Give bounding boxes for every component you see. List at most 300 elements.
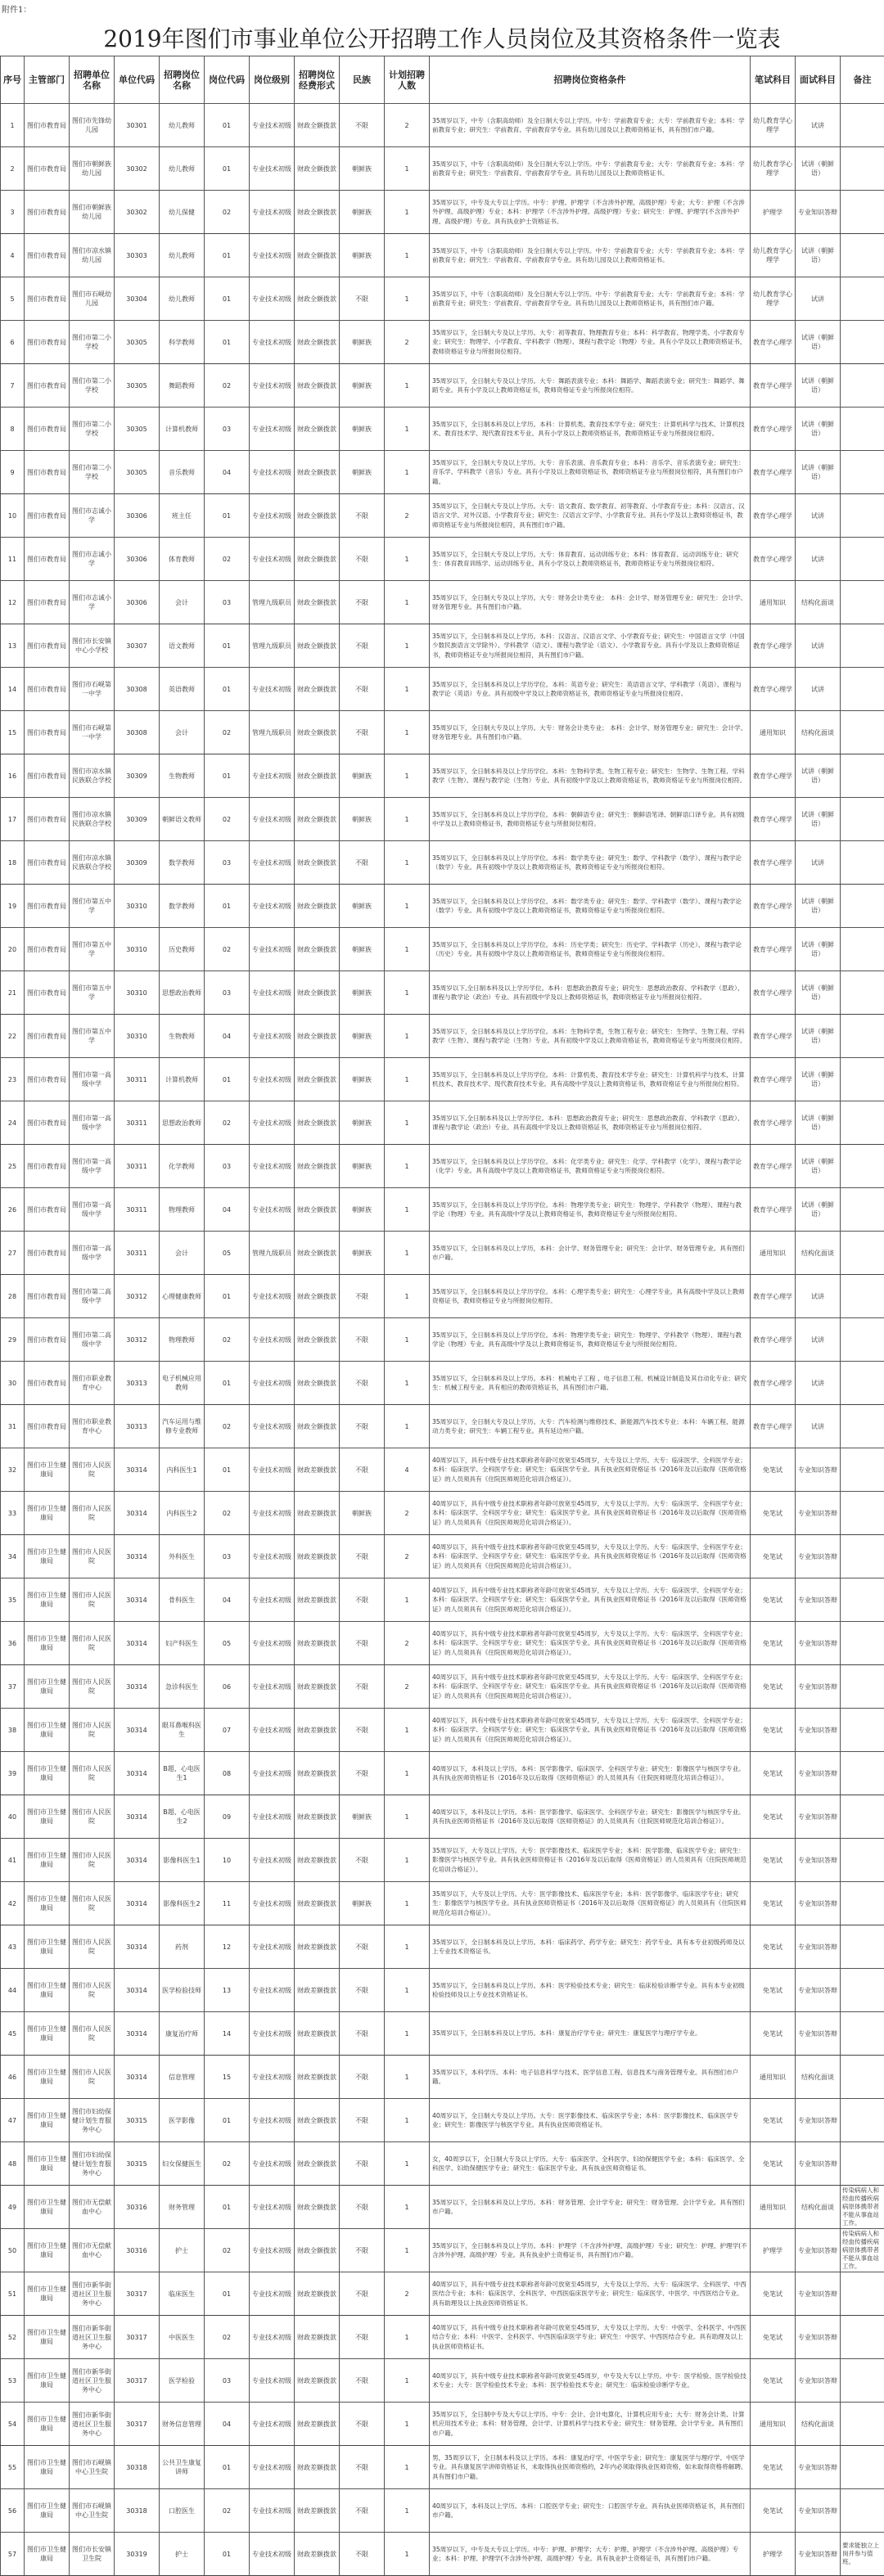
written-cell: 免笔试 [751, 2012, 796, 2056]
unit-cell: 图们市人民医院 [70, 1665, 115, 1709]
conditions-cell: 35周岁以下，全日制本科及以上学历，本科：会计学、财务管理专业；研究生：会计学、财务管理专业。具有图们市户籍。 [430, 1232, 751, 1275]
unit-cell: 图们市职业教育中心 [70, 1362, 115, 1405]
conditions-cell: 35周岁以下，全日制大专及以上学历。大专：音乐表演、音乐教育专业；本科：音乐学、音乐表演专业；研究生：音乐学、学科教学（音乐）专业。具有小学及以上教师资格证书，教师资格证专业与所报岗位相符，具有图们市户籍。 [430, 451, 751, 494]
written-cell: 教育学心理学 [751, 841, 796, 885]
level-cell: 专业技术初级 [250, 1275, 295, 1318]
dept-cell: 图们市教育局 [25, 971, 70, 1015]
dept-cell: 图们市教育局 [25, 928, 70, 971]
fund-cell: 财政全额拨款 [295, 1318, 340, 1362]
remark-cell [841, 2316, 884, 2359]
post-cell: 医学检验技师 [160, 1969, 205, 2012]
count-cell: 1 [385, 147, 430, 191]
row-number: 32 [1, 1448, 25, 1492]
remark-cell [841, 277, 884, 321]
unit-code-cell: 30314 [115, 1752, 160, 1795]
table-row [1, 754, 884, 798]
remark-cell [841, 1535, 884, 1578]
remark-cell [841, 1795, 884, 1839]
row-number: 1 [1, 104, 25, 147]
ethnic-cell: 朝鲜族 [340, 1232, 385, 1275]
post-code-cell: 02 [205, 364, 250, 408]
ethnic-cell: 不限 [340, 1362, 385, 1405]
count-cell: 1 [385, 1925, 430, 1969]
unit-cell: 图们市第二小学校 [70, 364, 115, 408]
interview-cell: 专业知识答辩 [796, 1752, 841, 1795]
table-row [1, 841, 884, 885]
conditions-cell: 35周岁以下，全日制本科及以上学历学位。本科：朝鲜语专业；研究生：朝鲜语笔译、朝鲜语口译专业。具有初级中学及以上教师资格证书，教师资格证专业与所报岗位相符。 [430, 798, 751, 841]
interview-cell: 专业知识答辩 [796, 1882, 841, 1925]
post-code-cell: 01 [205, 2099, 250, 2142]
unit-code-cell: 30312 [115, 1275, 160, 1318]
level-cell: 专业技术初级 [250, 1058, 295, 1101]
post-cell: 护士 [160, 2229, 205, 2272]
conditions-cell: 35周岁以下，全日制本科及以上学历。本科：机械电子工程 、电子信息工程、机械设计制造及其自动化专业；研究生：机械工程专业。具有相应的教师资格证书，具有图们市户籍。 [430, 1362, 751, 1405]
ethnic-cell: 朝鲜族 [340, 754, 385, 798]
unit-code-cell: 30317 [115, 2272, 160, 2316]
post-code-cell: 03 [205, 408, 250, 451]
dept-cell: 图们市卫生健康局 [25, 1969, 70, 2012]
remark-cell [841, 624, 884, 668]
interview-cell: 试讲（朝鲜语） [796, 451, 841, 494]
ethnic-cell: 朝鲜族 [340, 798, 385, 841]
count-cell: 1 [385, 2359, 430, 2403]
fund-cell: 财政差额拨款 [295, 1535, 340, 1578]
conditions-cell: 35周岁以下,全日制本科及以上学历学位。本科：思想政治教育专业；研究生：思想政治教育、学科教学（思政）、课程与教学论（政治）专业。具有初级中学及以上教师资格证书，教师资格证专业与所报岗位相符。 [430, 971, 751, 1015]
interview-cell: 试讲 [796, 1405, 841, 1448]
conditions-cell: 40周岁以下，具有中级专业技术职称者年龄可放宽至45周岁，大专及以上学历。大专：临床医学、全科医学专业；本科：临床医学、全科医学专业；研究生：临床医学专业。具有执业医师资格证书（2016年及以后取得《医师资格证》的人员须具有《住院医师规范化培训合格证》）。 [430, 1578, 751, 1622]
remark-cell [841, 1405, 884, 1448]
row-number: 44 [1, 1969, 25, 2012]
written-cell: 免笔试 [751, 1622, 796, 1665]
unit-code-cell: 30318 [115, 2446, 160, 2489]
conditions-cell: 35周岁以下，全日制大专及以上学历。大专：舞蹈表演专业；本科：舞蹈学、舞蹈表演专业；研究生：舞蹈学、舞蹈专业。具有小学及以上教师资格证书，教师资格证专业与所报岗位相符。 [430, 364, 751, 408]
post-code-cell: 01 [205, 668, 250, 711]
post-cell: 护士 [160, 2533, 205, 2576]
ethnic-cell: 朝鲜族 [340, 1795, 385, 1839]
remark-cell [841, 538, 884, 581]
dept-cell: 图们市卫生健康局 [25, 2316, 70, 2359]
unit-cell: 图们市第一高级中学 [70, 1188, 115, 1232]
count-cell: 1 [385, 408, 430, 451]
unit-code-cell: 30306 [115, 581, 160, 624]
table-row [1, 624, 884, 668]
written-cell: 护理学 [751, 2229, 796, 2272]
written-cell: 教育学心理学 [751, 408, 796, 451]
ethnic-cell: 不限 [340, 2489, 385, 2533]
row-number: 23 [1, 1058, 25, 1101]
table-row [1, 451, 884, 494]
level-cell: 专业技术初级 [250, 1578, 295, 1622]
written-cell: 免笔试 [751, 1882, 796, 1925]
row-number: 31 [1, 1405, 25, 1448]
post-code-cell: 02 [205, 2229, 250, 2272]
table-row [1, 1839, 884, 1882]
row-number: 28 [1, 1275, 25, 1318]
remark-cell [841, 1492, 884, 1535]
fund-cell: 财政全额拨款 [295, 1145, 340, 1188]
post-code-cell: 01 [205, 277, 250, 321]
level-cell: 管理九级职员 [250, 624, 295, 668]
dept-cell: 图们市教育局 [25, 364, 70, 408]
written-cell: 免笔试 [751, 1925, 796, 1969]
unit-cell: 图们市石岘幼儿园 [70, 277, 115, 321]
count-cell: 1 [385, 754, 430, 798]
table-row [1, 2533, 884, 2576]
interview-cell: 试讲（朝鲜语） [796, 754, 841, 798]
count-cell: 1 [385, 538, 430, 581]
ethnic-cell: 朝鲜族 [340, 885, 385, 928]
post-cell: 口腔医生 [160, 2489, 205, 2533]
ethnic-cell: 不限 [340, 2359, 385, 2403]
remark-cell [841, 147, 884, 191]
ethnic-cell: 不限 [340, 2099, 385, 2142]
unit-cell: 图们市无偿献血中心 [70, 2229, 115, 2272]
interview-cell: 试讲（朝鲜语） [796, 798, 841, 841]
annex-label: 附件1： [2, 2, 31, 15]
post-code-cell: 09 [205, 1795, 250, 1839]
written-cell: 免笔试 [751, 2142, 796, 2186]
written-cell: 免笔试 [751, 1969, 796, 2012]
unit-cell: 图们市凉水镇幼儿园 [70, 234, 115, 277]
fund-cell: 财政全额拨款 [295, 2099, 340, 2142]
unit-code-cell: 30314 [115, 1492, 160, 1535]
row-number: 14 [1, 668, 25, 711]
positions-table [0, 56, 884, 2576]
dept-cell: 图们市卫生健康局 [25, 2012, 70, 2056]
interview-cell: 专业知识答辩 [796, 2142, 841, 2186]
post-cell: 财务信息管理 [160, 2403, 205, 2446]
count-cell: 4 [385, 1448, 430, 1492]
post-code-cell: 03 [205, 1145, 250, 1188]
post-cell: 影像科医生2 [160, 1882, 205, 1925]
unit-code-cell: 30315 [115, 2099, 160, 2142]
table-row [1, 1058, 884, 1101]
dept-cell: 图们市教育局 [25, 191, 70, 234]
level-cell: 专业技术初级 [250, 234, 295, 277]
row-number: 10 [1, 494, 25, 538]
post-cell: 幼儿教师 [160, 104, 205, 147]
unit-code-cell: 30315 [115, 2142, 160, 2186]
interview-cell: 专业知识答辩 [796, 1709, 841, 1752]
remark-cell [841, 1145, 884, 1188]
count-cell: 1 [385, 624, 430, 668]
unit-code-cell: 30319 [115, 2533, 160, 2576]
post-cell: 数学教师 [160, 885, 205, 928]
dept-cell: 图们市卫生健康局 [25, 1795, 70, 1839]
written-cell: 教育学心理学 [751, 668, 796, 711]
conditions-cell: 40周岁以下，具有中级专业技术职称者年龄可放宽至45周岁，大专及以上学历。大专：临床医学、全科医学专业；本科：临床医学、全科医学专业；研究生：临床医学专业。具有执业医师资格证书（2016年及以后取得《医师资格证》的人员须具有《住院医师规范化培训合格证》）。 [430, 1492, 751, 1535]
row-number: 55 [1, 2446, 25, 2489]
interview-cell: 试讲 [796, 1318, 841, 1362]
unit-code-cell: 30314 [115, 1535, 160, 1578]
table-row [1, 1752, 884, 1795]
written-cell: 教育学心理学 [751, 538, 796, 581]
table-row [1, 2403, 884, 2446]
fund-cell: 财政全额拨款 [295, 1015, 340, 1058]
post-cell: 内科医生2 [160, 1492, 205, 1535]
table-row [1, 2316, 884, 2359]
post-code-cell: 07 [205, 1709, 250, 1752]
fund-cell: 财政全额拨款 [295, 1405, 340, 1448]
post-cell: 班主任 [160, 494, 205, 538]
unit-code-cell: 30309 [115, 798, 160, 841]
remark-cell: 传染病病人和经血传播疾病病原体携带者不能从事血站工作。 [841, 2186, 884, 2229]
level-cell: 专业技术初级 [250, 1362, 295, 1405]
fund-cell: 财政全额拨款 [295, 2142, 340, 2186]
ethnic-cell: 朝鲜族 [340, 1145, 385, 1188]
dept-cell: 图们市卫生健康局 [25, 1492, 70, 1535]
ethnic-cell: 不限 [340, 1665, 385, 1709]
fund-cell: 财政差额拨款 [295, 2272, 340, 2316]
interview-cell: 专业知识答辩 [796, 1448, 841, 1492]
post-code-cell: 03 [205, 841, 250, 885]
post-code-cell: 05 [205, 1232, 250, 1275]
header-dept: 主管部门 [25, 56, 70, 104]
row-number: 41 [1, 1839, 25, 1882]
unit-cell: 图们市凉水镇民族联合学校 [70, 754, 115, 798]
ethnic-cell: 不限 [340, 711, 385, 754]
written-cell: 免笔试 [751, 1839, 796, 1882]
fund-cell: 财政差额拨款 [295, 1969, 340, 2012]
remark-cell: 传染病病人和经血传播疾病病原体携带者不能从事血站工作。 [841, 2229, 884, 2272]
ethnic-cell: 朝鲜族 [340, 1492, 385, 1535]
level-cell: 专业技术初级 [250, 494, 295, 538]
unit-cell: 图们市志诚小学 [70, 538, 115, 581]
conditions-cell: 40周岁以下，具有中级专业技术职称者年龄可放宽至45周岁，大专及以上学历。大专：临床医学、全科医学专业；本科：临床医学、全科医学专业；研究生：临床医学专业。具有执业医师资格证书（2016年及以后取得《医师资格证》的人员须具有《住院医师规范化培训合格证》）。 [430, 1622, 751, 1665]
row-number: 56 [1, 2489, 25, 2533]
post-code-cell: 05 [205, 1622, 250, 1665]
remark-cell: 要求能独立上岗并参与值班。 [841, 2533, 884, 2576]
post-cell: 医学影像 [160, 2099, 205, 2142]
post-code-cell: 01 [205, 624, 250, 668]
unit-code-cell: 30305 [115, 451, 160, 494]
table-row [1, 711, 884, 754]
remark-cell [841, 408, 884, 451]
row-number: 49 [1, 2186, 25, 2229]
post-code-cell: 02 [205, 1492, 250, 1535]
dept-cell: 图们市教育局 [25, 624, 70, 668]
interview-cell: 专业知识答辩 [796, 2446, 841, 2489]
count-cell: 1 [385, 277, 430, 321]
written-cell: 幼儿教育学心理学 [751, 147, 796, 191]
ethnic-cell: 不限 [340, 2229, 385, 2272]
table-row [1, 2489, 884, 2533]
dept-cell: 图们市教育局 [25, 668, 70, 711]
fund-cell: 财政全额拨款 [295, 798, 340, 841]
unit-cell: 图们市人民医院 [70, 1839, 115, 1882]
written-cell: 免笔试 [751, 2446, 796, 2489]
conditions-cell: 35周岁以下，本科学历。本科：电子信息科学与技术、医学信息工程、信息技术与商务管理专业。具有图们市户籍。 [430, 2056, 751, 2099]
fund-cell: 财政全额拨款 [295, 2186, 340, 2229]
remark-cell [841, 1015, 884, 1058]
dept-cell: 图们市教育局 [25, 1188, 70, 1232]
table-row [1, 1362, 884, 1405]
count-cell: 1 [385, 1318, 430, 1362]
written-cell: 教育学心理学 [751, 624, 796, 668]
level-cell: 管理九级职员 [250, 711, 295, 754]
conditions-cell: 40周岁以下，具有中级专业技术职称者年龄可放宽至45周岁，大专及以上学历。大专：临床医学、全科医学、中西医结合专业；本科：临床医学、全科医学、中西医临床医学专业；研究生：临床医学、中医学、中西医结合专业。具有助理及以上执业医师资格证书。 [430, 2272, 751, 2316]
ethnic-cell: 不限 [340, 668, 385, 711]
unit-code-cell: 30303 [115, 234, 160, 277]
dept-cell: 图们市卫生健康局 [25, 2056, 70, 2099]
unit-code-cell: 30314 [115, 1882, 160, 1925]
interview-cell: 专业知识答辩 [796, 2316, 841, 2359]
post-code-cell: 06 [205, 1665, 250, 1709]
dept-cell: 图们市卫生健康局 [25, 2272, 70, 2316]
post-cell: B超、心电医生2 [160, 1795, 205, 1839]
row-number: 35 [1, 1578, 25, 1622]
remark-cell [841, 1232, 884, 1275]
table-row [1, 191, 884, 234]
fund-cell: 财政差额拨款 [295, 1578, 340, 1622]
interview-cell: 专业知识答辩 [796, 1492, 841, 1535]
post-code-cell: 02 [205, 1405, 250, 1448]
row-number: 54 [1, 2403, 25, 2446]
row-number: 45 [1, 2012, 25, 2056]
unit-code-cell: 30314 [115, 1839, 160, 1882]
count-cell: 1 [385, 1188, 430, 1232]
count-cell: 1 [385, 2403, 430, 2446]
conditions-cell: 35周岁以下，全日制本科及以上学历。本科：护理学（不含涉外护理、高级护理）专业；研究生：护理、护理学(不含涉外护理、高级护理）专业。具有执业护士资格证书，具有图们市户籍。 [430, 2229, 751, 2272]
unit-code-cell: 30314 [115, 1622, 160, 1665]
header-conditions: 招聘岗位资格条件 [430, 56, 751, 104]
level-cell: 专业技术初级 [250, 451, 295, 494]
unit-cell: 图们市人民医院 [70, 1448, 115, 1492]
unit-code-cell: 30307 [115, 624, 160, 668]
table-row [1, 2186, 884, 2229]
unit-cell: 图们市第二小学校 [70, 451, 115, 494]
fund-cell: 财政全额拨款 [295, 754, 340, 798]
ethnic-cell: 不限 [340, 1709, 385, 1752]
ethnic-cell: 不限 [340, 104, 385, 147]
remark-cell [841, 711, 884, 754]
interview-cell: 试讲（朝鲜语） [796, 147, 841, 191]
post-code-cell: 02 [205, 538, 250, 581]
level-cell: 专业技术初级 [250, 2533, 295, 2576]
remark-cell [841, 451, 884, 494]
ethnic-cell: 不限 [340, 494, 385, 538]
row-number: 4 [1, 234, 25, 277]
conditions-cell: 35周岁以下，全日制本科及以上学历学位。本科：数学类专业；研究生：数学、学科教学（数学）、课程与教学论（数学）专业。具有初级中学及以上教师资格证书，教师资格证专业与所报岗位相符。 [430, 841, 751, 885]
table-row [1, 1578, 884, 1622]
post-cell: 公共卫生康复讲师 [160, 2446, 205, 2489]
interview-cell: 专业知识答辩 [796, 2489, 841, 2533]
post-cell: 会计 [160, 581, 205, 624]
row-number: 57 [1, 2533, 25, 2576]
header-no: 序号 [1, 56, 25, 104]
fund-cell: 财政全额拨款 [295, 147, 340, 191]
unit-code-cell: 30309 [115, 754, 160, 798]
post-cell: 生物教师 [160, 754, 205, 798]
post-cell: 影像科医生1 [160, 1839, 205, 1882]
written-cell: 教育学心理学 [751, 1318, 796, 1362]
written-cell: 护理学 [751, 2533, 796, 2576]
post-cell: B超、心电医生1 [160, 1752, 205, 1795]
ethnic-cell: 朝鲜族 [340, 1882, 385, 1925]
level-cell: 专业技术初级 [250, 1622, 295, 1665]
unit-cell: 图们市新华街道社区卫生服务中心 [70, 2403, 115, 2446]
level-cell: 专业技术初级 [250, 885, 295, 928]
written-cell: 教育学心理学 [751, 1145, 796, 1188]
interview-cell: 试讲 [796, 668, 841, 711]
level-cell: 专业技术初级 [250, 668, 295, 711]
interview-cell: 结构化面谈 [796, 2056, 841, 2099]
conditions-cell: 40周岁以下，具有中级专业技术职称者年龄可放宽至45周岁，大专及以上学历。大专：临床医学、全科医学专业；本科：临床医学、全科医学专业；研究生：临床医学专业。具有执业医师资格证书（2016年及以后取得《医师资格证》的人员须具有《住院医师规范化培训合格证》）。 [430, 1535, 751, 1578]
level-cell: 专业技术初级 [250, 1101, 295, 1145]
count-cell: 1 [385, 1058, 430, 1101]
dept-cell: 图们市卫生健康局 [25, 2359, 70, 2403]
unit-cell: 图们市凉水镇民族联合学校 [70, 841, 115, 885]
post-cell: 计算机教师 [160, 1058, 205, 1101]
post-cell: 骨科医生 [160, 1578, 205, 1622]
count-cell: 1 [385, 2186, 430, 2229]
conditions-cell: 35周岁以下，大专及以上学历。大专：医学影像技术、临床医学专业；本科：医学影像学、临床医学专业；研究生：影像医学与核医学专业。具有执业医师资格证书（2016年及以后取得《医师资格证》的人员须具有《住院医师规范化培训合格证》）。 [430, 1882, 751, 1925]
count-cell: 1 [385, 885, 430, 928]
post-cell: 幼儿教师 [160, 234, 205, 277]
conditions-cell: 35周岁以下，中专及大专以上学历。中专：护理、护理学；大专：护理、护理学（不含涉外护理、高级护理）专业；本科：护理、护理学(不含涉外护理、高级护理）专业。具有执业护士资格证书，具有图们市户籍。 [430, 2533, 751, 2576]
post-code-cell: 01 [205, 1275, 250, 1318]
interview-cell: 试讲 [796, 277, 841, 321]
unit-code-cell: 30314 [115, 1925, 160, 1969]
table-row [1, 538, 884, 581]
post-cell: 会计 [160, 711, 205, 754]
post-code-cell: 01 [205, 147, 250, 191]
dept-cell: 图们市卫生健康局 [25, 2099, 70, 2142]
conditions-cell: 35周岁以下，全日制本科及以上学历学位。本科：生物科学类、生物工程专业；研究生：生物学、生物工程、学科教学（生物）、课程与教学论（生物）专业。具有初级中学及以上教师资格证书，教师资格证专业与所报岗位相符。 [430, 754, 751, 798]
remark-cell [841, 754, 884, 798]
dept-cell: 图们市卫生健康局 [25, 2186, 70, 2229]
post-cell: 生物教师 [160, 1015, 205, 1058]
fund-cell: 财政全额拨款 [295, 624, 340, 668]
unit-cell: 图们市石岘第一中学 [70, 711, 115, 754]
interview-cell: 专业知识答辩 [796, 1578, 841, 1622]
row-number: 5 [1, 277, 25, 321]
remark-cell [841, 1101, 884, 1145]
written-cell: 通用知识 [751, 2056, 796, 2099]
header-post-code: 岗位代码 [205, 56, 250, 104]
post-code-cell: 03 [205, 2359, 250, 2403]
ethnic-cell: 不限 [340, 1969, 385, 2012]
ethnic-cell: 朝鲜族 [340, 1015, 385, 1058]
unit-code-cell: 30311 [115, 1232, 160, 1275]
unit-code-cell: 30317 [115, 2316, 160, 2359]
remark-cell [841, 1362, 884, 1405]
fund-cell: 财政全额拨款 [295, 234, 340, 277]
unit-cell: 图们市第五中学 [70, 971, 115, 1015]
table-row [1, 971, 884, 1015]
table-row [1, 2056, 884, 2099]
post-cell: 电子机械应用教师 [160, 1362, 205, 1405]
unit-code-cell: 30304 [115, 277, 160, 321]
fund-cell: 财政差额拨款 [295, 1839, 340, 1882]
count-cell: 1 [385, 1362, 430, 1405]
conditions-cell: 35周岁以下，中专（含职高幼师）及全日制大专以上学历。中专：学前教育专业；大专：学前教育专业；本科：学前教育专业；研究生：学前教育、学前教育学专业。具有幼儿园及以上教师资格证书。 [430, 147, 751, 191]
count-cell: 1 [385, 1275, 430, 1318]
interview-cell: 试讲 [796, 1275, 841, 1318]
written-cell: 教育学心理学 [751, 928, 796, 971]
unit-code-cell: 30317 [115, 2359, 160, 2403]
unit-cell: 图们市志诚小学 [70, 581, 115, 624]
remark-cell [841, 2403, 884, 2446]
unit-cell: 图们市人民医院 [70, 1535, 115, 1578]
row-number: 12 [1, 581, 25, 624]
table-row [1, 2099, 884, 2142]
interview-cell: 试讲 [796, 538, 841, 581]
level-cell: 专业技术初级 [250, 364, 295, 408]
row-number: 24 [1, 1101, 25, 1145]
fund-cell: 财政全额拨款 [295, 1362, 340, 1405]
interview-cell: 试讲（朝鲜语） [796, 321, 841, 364]
